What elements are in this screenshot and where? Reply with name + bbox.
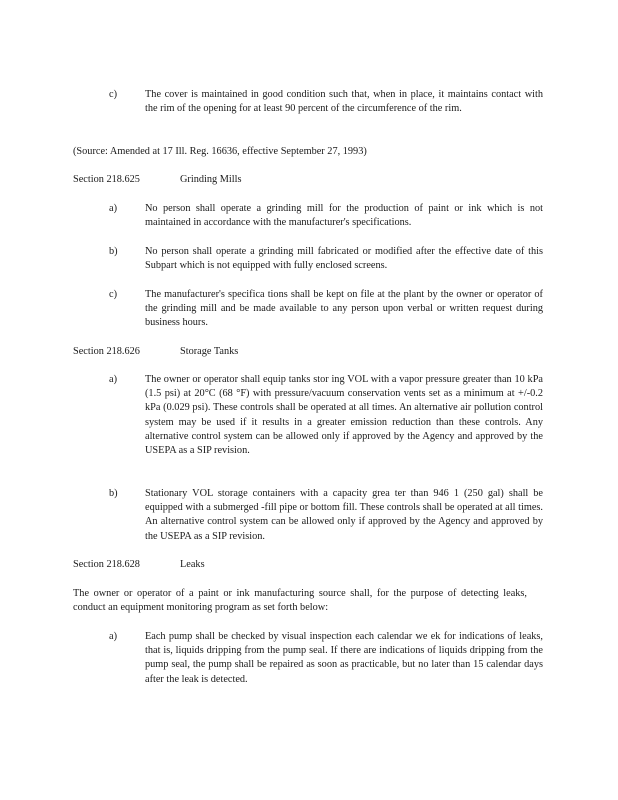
- section-number: Section 218.626: [73, 346, 140, 357]
- item-label: b): [109, 488, 118, 499]
- item-text: The cover is maintained in good condition such that, when in place, it maintains contact with the rim of the opening for at least 90 percent of the circumference of the rim.: [145, 89, 543, 115]
- item-text: The manufacturer's specifica tions shall be kept on file at the plant by the owner or operator of the grinding mill and be made available to any person upon verbal or written request during business hours.: [145, 289, 543, 329]
- section-218-628-intro: The owner or operator of a paint or ink manufacturing source shall, for the purpose of detecting leaks, conduct an equipment monitoring program as set forth below:: [73, 588, 527, 614]
- item-text: Stationary VOL storage containers with a capacity grea ter than 946 1 (250 gal) shall be equipped with a submerged -fill pipe or bottom fill. These controls shall be operated at all times. An alternative control system can be allowed only if approved by the Agency and approved by the USEPA as a SIP revision.: [145, 488, 543, 542]
- item-text: No person shall operate a grinding mill for the production of paint or ink which is not maintained in accordance with the manufacturer's specifications.: [145, 203, 543, 229]
- item-text: Each pump shall be checked by visual inspection each calendar we ek for indications of leaks, that is, liquids dripping from the pump seal. If there are indications of liquids dripping from the pump seal, the pump shall be repaired as soon as practicable, but no later than 15 calendar days after the leak is detected.: [145, 631, 543, 685]
- section-heading-218-626: [73, 345, 238, 359]
- item-label: a): [109, 203, 117, 214]
- section-heading-218-628: [73, 558, 205, 572]
- item-label: c): [109, 289, 117, 300]
- item-label: c): [109, 89, 117, 100]
- item-label: b): [109, 246, 118, 257]
- section-number: Section 218.625: [73, 174, 140, 185]
- item-text: The owner or operator shall equip tanks stor ing VOL with a vapor pressure greater than 10 kPa (1.5 psi) at 20°C (68 °F) with pressure/vacuum conservation vents set as a minimum at +/-0.2 kPa (0.029 psi). These controls shall be operated at all times. An alternative air pollution control system may be used if it results in a greater emission reduction than these controls. Any alternative control system can be allowed only if approved by the Agency and approved by the USEPA as a SIP revision.: [145, 374, 543, 457]
- item-text: No person shall operate a grinding mill fabricated or modified after the effective date of this Subpart which is not equipped with fully enclosed screens.: [145, 246, 543, 272]
- section-number: Section 218.628: [73, 559, 140, 570]
- item-label: a): [109, 631, 117, 642]
- section-heading-218-625: [73, 173, 242, 187]
- section-title: Leaks: [180, 559, 205, 570]
- source-note: (Source: Amended at 17 Ill. Reg. 16636, effective September 27, 1993): [73, 146, 367, 157]
- item-label: a): [109, 374, 117, 385]
- section-title: Storage Tanks: [180, 346, 239, 357]
- section-title: Grinding Mills: [180, 174, 242, 185]
